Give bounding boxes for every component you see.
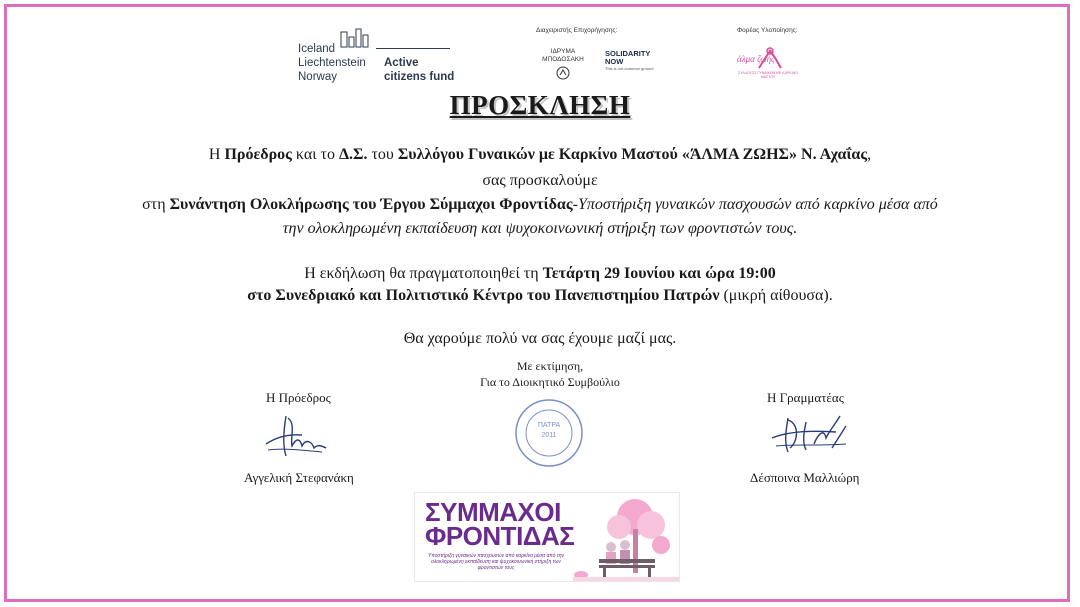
secretary-signature-icon [766,408,856,460]
president-name: Αγγελική Στεφανάκη [244,470,354,485]
bodossaki-emblem-icon [556,66,570,80]
regards-line-2: Για το Διοικητικό Συμβούλιο [480,375,620,389]
eea-country-liechtenstein: Liechtenstein [298,57,366,69]
meeting-paragraph [0,195,1080,215]
stamp-city: ΠΑΤΡΑ [537,422,561,429]
banner-description: Υποστήριξη γυναικών πασχουσών από καρκίνο μέσα από την ολοκληρωμένη εκπαίδευση και ψυχοκοινωνική στήριξη των φροντιστών τους [428,553,564,571]
meeting-subtitle-1: -Υποστήριξη γυναικών πασχουσών από καρκίνο μέσα από [572,196,938,213]
event-text-1: Η εκδήλωση θα πραγματοποιηθεί τη [304,265,543,282]
page-title: ΠΡΟΣΚΛΗΣΗ [449,90,631,120]
event-line-1 [0,264,1080,284]
alma-zois-name: άλμα ζωής [737,54,775,64]
intro-text-2: και το [291,146,339,163]
project-banner [414,492,680,582]
intro-text-4: , [867,146,872,163]
event-venue: στο Συνεδριακό και Πολιτιστικό Κέντρο του Πανεπιστημίου Πατρών [247,287,720,304]
intro-text-3: του [367,146,398,163]
bodossaki-line-1: ΙΔΡΥΜΑ [550,48,576,55]
intro-president: Πρόεδρος [224,146,292,163]
solidarity-now-tagline: This is our common ground [605,66,654,71]
invite-line: σας προσκαλούμε [482,172,598,189]
eea-mark-icon [340,28,370,48]
intro-association: Συλλόγου Γυναικών με Καρκίνο Μαστού «ΆΛΜΑ ΖΩΗΣ» Ν. Αχαΐας [397,146,868,163]
meeting-text-1: στη [142,196,170,213]
closing-line: Θα χαρούμε πολύ να σας έχουμε μαζί μας. [403,330,677,347]
alma-zois-subtitle: ΣΥΛΛΟΓΟΣ ΓΥΝΑΙΚΩΝ ΜΕ ΚΑΡΚΙΝΟ ΜΑΣΤΟΥ [738,71,798,79]
banner-title-line-2: ΦΡΟΝΤΙΔΑΣ [425,521,575,551]
intro-paragraph [0,145,1080,165]
eea-country-iceland: Iceland [298,43,336,55]
event-date-time: Τετάρτη 29 Ιουνίου και ώρα 19:00 [542,265,776,282]
president-role: Η Πρόεδρος [266,390,331,405]
event-room: (μικρή αίθουσα). [719,287,833,304]
stamp-year: 2011 [541,432,557,439]
secretary-name: Δέσποινα Μαλλιώρη [750,470,860,485]
meeting-title: Συνάντηση Ολοκλήρωσης του Έργου Σύμμαχοι Φροντίδας [169,196,573,213]
intro-board: Δ.Σ. [338,146,368,163]
bodossaki-line-2: ΜΠΟΔΟΣΑΚΗ [542,56,584,63]
regards-line-1: Με εκτίμηση, [516,359,584,373]
solidarity-now-logo [605,50,655,72]
solidarity-now-name: SOLIDARITY NOW [605,49,651,66]
eea-divider [376,48,450,49]
secretary-role: Η Γραμματέας [767,390,844,405]
official-stamp [514,398,584,468]
eea-citizens-fund-label: citizens fund [384,71,455,83]
intro-text-1: Η [208,146,225,163]
implementation-label: Φορέας Υλοποίησης: [737,27,798,34]
eea-active-label: Active [384,57,419,69]
meeting-subtitle-2: την ολοκληρωμένη εκπαίδευση και ψυχοκοινωνική στήριξη των φροντιστών τους. [282,220,798,237]
management-label: Διαχειριστής Επιχορήγησης: [536,27,618,34]
meeting-subtitle-line [0,219,1080,239]
active-citizens-fund-logo [298,28,458,86]
president-signature-icon [262,408,332,460]
event-line-2 [0,286,1080,306]
bodossaki-foundation-logo [533,48,593,80]
eea-country-norway: Norway [298,71,337,83]
alma-zois-logo [733,46,803,86]
banner-title-line-1: ΣΥΜΜΑΧΟΙ [425,497,561,527]
banner-tree-bench-illustration-icon [573,495,679,581]
